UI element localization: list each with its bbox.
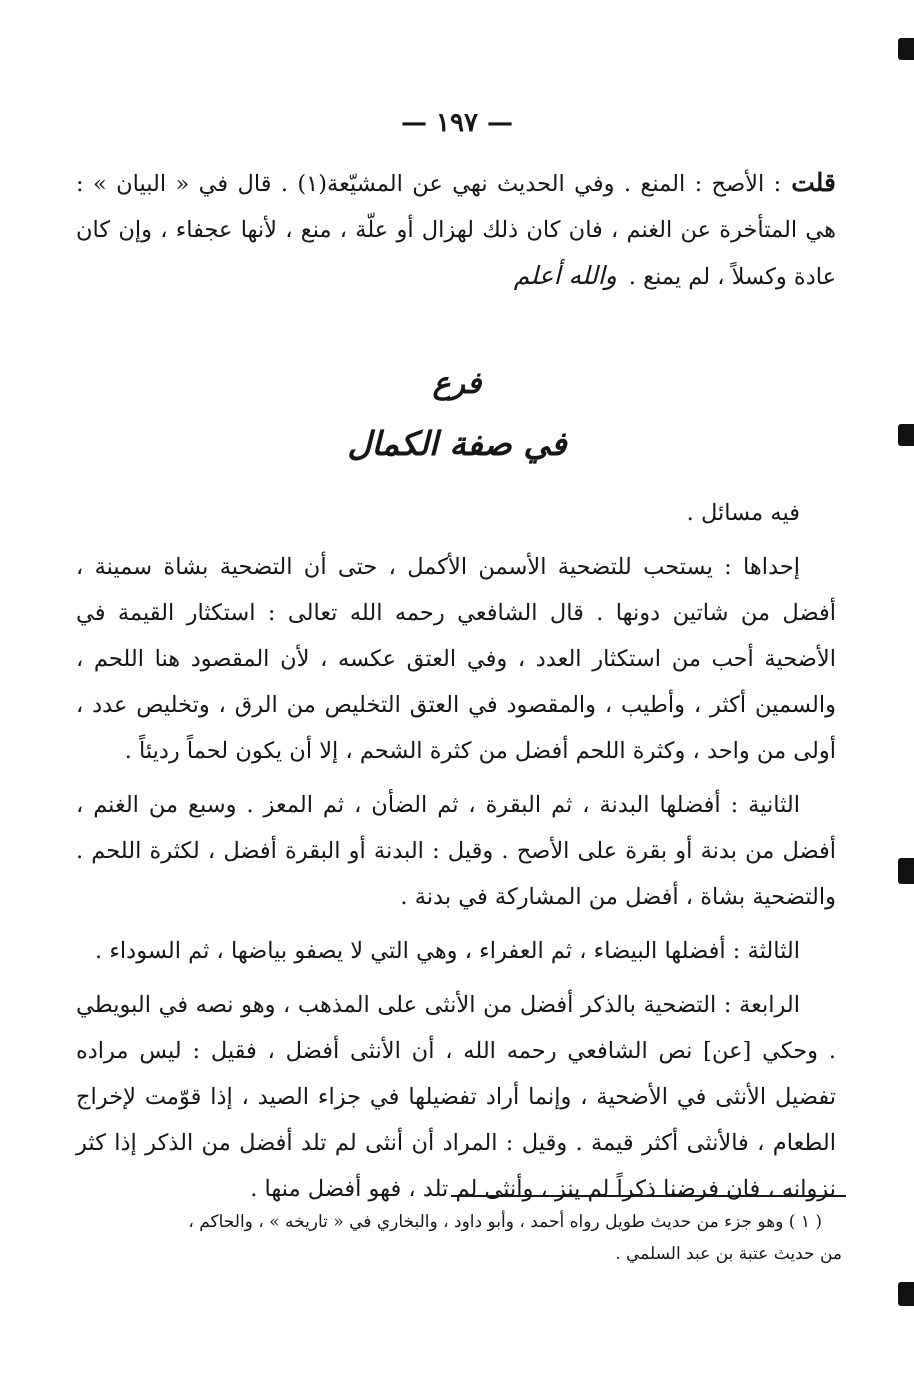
paragraph-second: الثانية : أفضلها البدنة ، ثم البقرة ، ثم الضأن ، ثم المعز . وسبع من الغنم ، أفضل من بدنة أو بقرة على الأصح . وقيل : البدنة أو البقرة أفضل ، لكثرة اللحم . والتضحية بشاة ، أفضل من المشاركة في بدنة . — [76, 792, 836, 910]
paragraph-first: إحداها : يستحب للتضحية الأسمن الأكمل ، حتى أن التضحية بشاة سمينة ، أفضل من شاتين دونها . قال الشافعي رحمه الله تعالى : استكثار القيمة في الأضحية أحب من استكثار العدد ، وفي العتق عكسه ، لأن المقصود هنا اللحم ، والسمين أكثر ، وأطيب ، والمقصود في العتق التخليص من الرق ، وتخليص عدد ، أولى من واحد ، وكثرة اللحم أفضل من كثرة الشحم ، إلا أن يكون لحماً رديئاً . — [76, 554, 836, 764]
scan-edge-mark-middle — [898, 858, 914, 884]
scan-edge-mark-upper — [898, 424, 914, 446]
footnote — [66, 1206, 842, 1270]
intro-body: : الأصح : المنع . وفي الحديث نهي عن المشيّعة(١) . قال في « البيان » : هي المتأخرة عن الغنم ، فان كان ذلك لهزال أو علّة ، منع ، لأنها عجفاء ، وإن كان عادة وكسلاً ، لم يمنع . — [76, 171, 836, 290]
intro-paragraph — [76, 160, 836, 300]
footnote-line-2: من حديث عتبة بن عبد السلمي . — [615, 1244, 842, 1264]
paragraph-third: الثالثة : أفضلها البيضاء ، ثم العفراء ، وهي التي لا يصفو بياضها ، ثم السوداء . — [95, 938, 800, 964]
main-text — [76, 490, 836, 1212]
section-subtitle: في صفة الكمال — [347, 424, 567, 463]
scan-edge-mark-top — [898, 38, 914, 60]
paragraph-issues: فيه مسائل . — [686, 500, 800, 526]
scan-edge-mark-bottom — [898, 1282, 914, 1306]
footnote-line-1: ( ١ ) وهو جزء من حديث طويل رواه أحمد ، وأبو داود ، والبخاري في « تاريخه » ، والحاكم ، — [188, 1212, 822, 1232]
footnote-divider — [451, 1195, 846, 1197]
section-heading: فرع — [432, 366, 482, 401]
paragraph-fourth: الرابعة : التضحية بالذكر أفضل من الأنثى على المذهب ، وهو نصه في البويطي . وحكي [عن] نص الشافعي رحمه الله ، أن الأنثى أفضل ، فقيل : ليس مراده تفضيل الأنثى في الأضحية ، وإنما أراد تفضيلها في جزاء الصيد ، إذا قوّمت لإخراج الطعام ، فالأنثى أكثر قيمة . وقيل : المراد أن أنثى لم تلد أفضل من الذكر إذا كثر نزوانه ، فان فرضنا ذكراً لم ينز ، وأنثى لم تلد ، فهو أفضل منها . — [76, 992, 836, 1202]
intro-lead-word: قلت — [791, 168, 836, 197]
intro-closing-phrase: والله أعلم — [513, 261, 617, 290]
page-number: — ١٩٧ — — [400, 108, 514, 138]
